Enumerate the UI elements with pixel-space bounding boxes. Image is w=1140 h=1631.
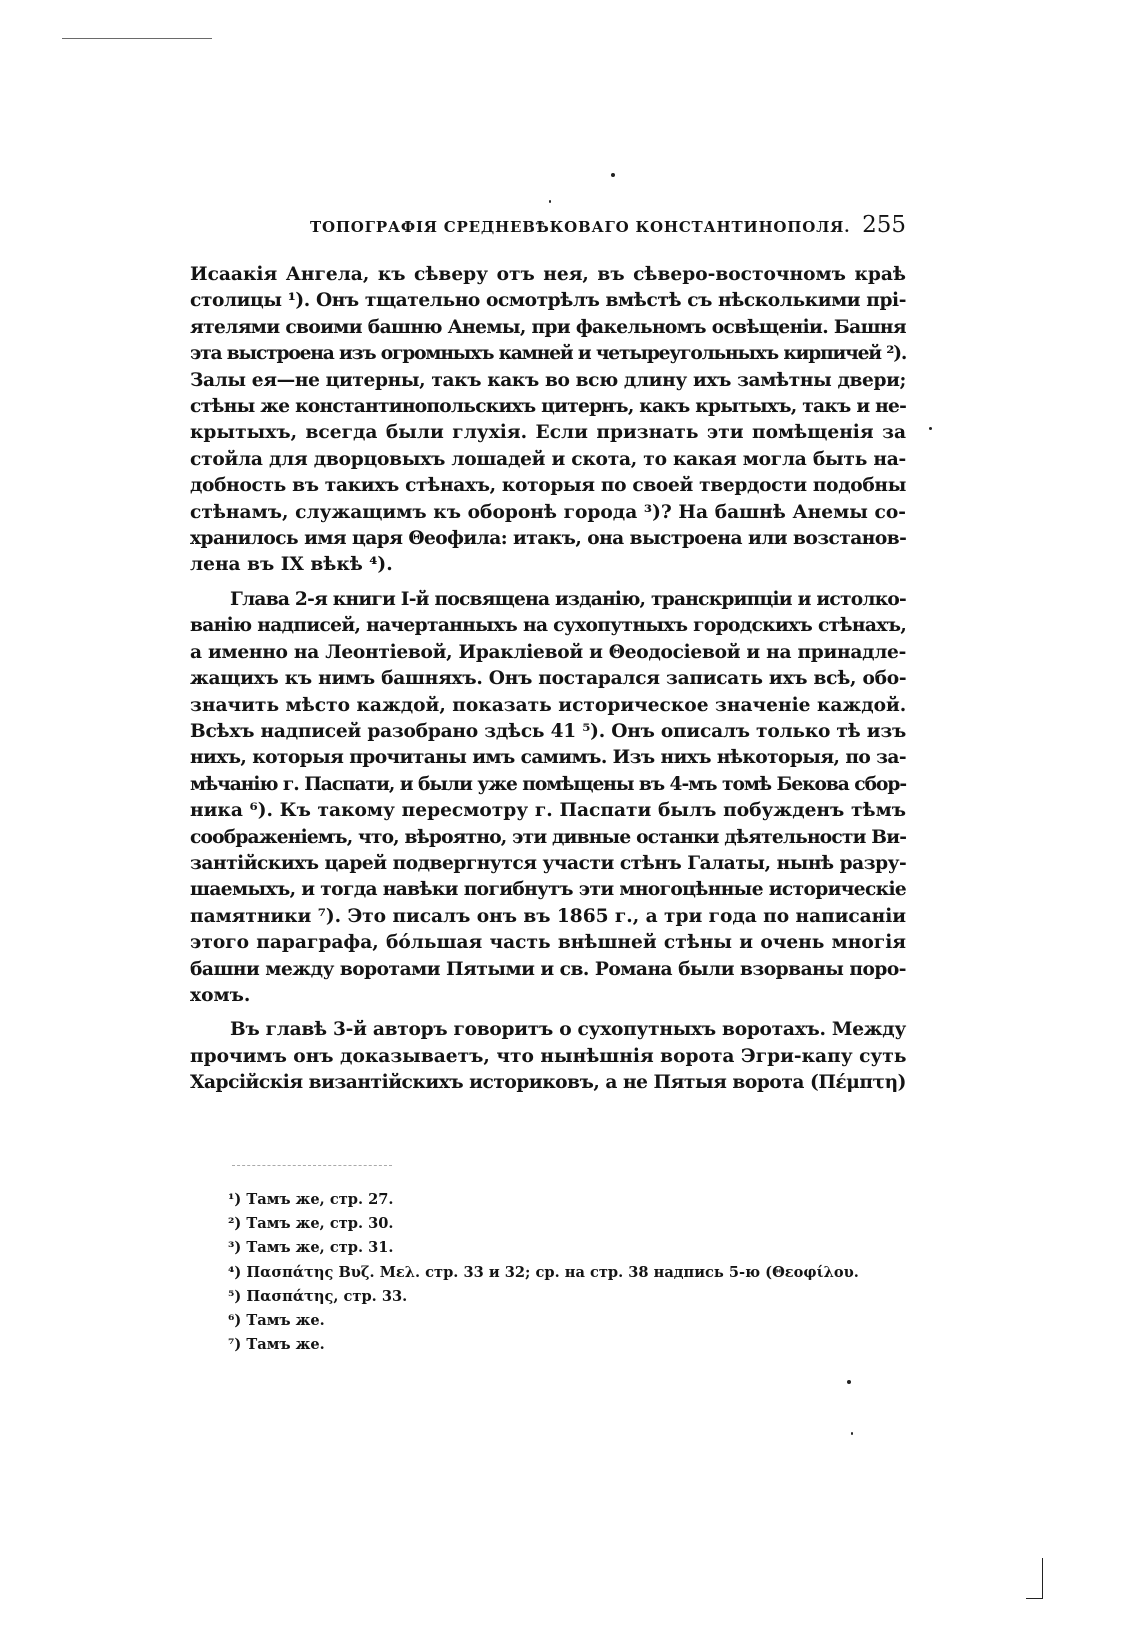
- text-line: Всѣхъ надписей разобрано здѣсь 41 ⁵). Онъ описалъ только тѣ изъ: [190, 720, 906, 742]
- ink-speck: [929, 427, 932, 430]
- text-line: ятелями своими башню Анемы, при факельномъ освѣщеніи. Башня: [190, 316, 907, 338]
- text-line: Харсійскія византійскихъ историковъ, а не Пятыя ворота (Πέμπτη): [190, 1072, 907, 1094]
- text-line: этого параграфа, бо́льшая часть внѣшней стѣны и очень многія: [190, 932, 906, 954]
- text-line: столицы ¹). Онъ тщательно осмотрѣлъ вмѣстѣ съ нѣсколькими прі-: [190, 290, 906, 312]
- running-head: [190, 214, 906, 248]
- text-line: ванію надписей, начертанныхъ на сухопутныхъ городскихъ стѣнахъ,: [190, 615, 907, 637]
- text-line: эта выстроена изъ огромныхъ камней и четыреугольныхъ кирпичей ²).: [190, 343, 907, 365]
- text-line: жащихъ къ нимъ башняхъ. Онъ постарался записать ихъ всѣ, обо-: [190, 668, 907, 690]
- footnote: ⁷) Тамъ же.: [228, 1336, 325, 1354]
- footnote: ¹) Тамъ же, стр. 27.: [228, 1191, 394, 1208]
- text-line: стойла для дворцовыхъ лошадей и скота, то какая могла быть на-: [190, 448, 906, 470]
- text-line: крытыхъ, всегда были глухія. Если признать эти помѣщенія за: [190, 422, 906, 444]
- text-line: стѣны же константинопольскихъ цитернъ, какъ крытыхъ, такъ и не-: [190, 396, 907, 418]
- footnote: ⁴) Πασπάτης Βυζ. Μελ. стр. 33 и 32; ср. на стр. 38 надпись 5-ю (Θεοφίλου.: [228, 1263, 859, 1281]
- text-line: значить мѣсто каждой, показать историческое значеніе каждой.: [190, 694, 907, 716]
- top-rule: [62, 38, 212, 39]
- text-line: Залы ея—не цитерны, такъ какъ во всю длину ихъ замѣтны двери;: [190, 369, 906, 391]
- text-line: башни между воротами Пятыми и св. Романа были взорваны поро-: [190, 958, 907, 980]
- text-line: а именно на Леонтіевой, Иракліевой и Θеодосіевой и на принадле-: [190, 641, 906, 663]
- text-line: ника ⁶). Къ такому пересмотру г. Паспати былъ побужденъ тѣмъ: [190, 800, 906, 822]
- ink-speck: [847, 1380, 851, 1384]
- footnotes: [228, 1188, 928, 1357]
- text-line: зантійскихъ царей подвергнутся участи стѣнъ Галаты, нынѣ разру-: [190, 852, 907, 874]
- text-line: прочимъ онъ доказываетъ, что нынѣшнія ворота Эгри-капу суть: [190, 1045, 907, 1067]
- footnote: ⁵) Πασπάτης, стр. 33.: [228, 1287, 408, 1305]
- text-line: хомъ.: [190, 984, 251, 1006]
- footnote: ²) Тамъ же, стр. 30.: [228, 1215, 394, 1233]
- running-head-title: ТОПОГРАФІЯ СРЕДНЕВѢКОВАГО КОНСТАНТИНОПОЛЯ.: [310, 218, 851, 236]
- text-line: Въ главѣ 3-й авторъ говоритъ о сухопутныхъ воротахъ. Между: [230, 1019, 906, 1041]
- text-line: лена въ IX вѣкѣ ⁴).: [190, 554, 393, 576]
- page-number: 255: [862, 212, 906, 238]
- text-line: мѣчанію г. Паспати, и были уже помѣщены въ 4-мъ томѣ Бекова сбор-: [190, 773, 906, 795]
- text-line: памятники ⁷). Это писалъ онъ въ 1865 г., а три года по написаніи: [190, 905, 906, 927]
- footnote-separator: [232, 1165, 392, 1166]
- text-line: стѣнамъ, служащимъ къ оборонѣ города ³)? На башнѣ Анемы со-: [190, 501, 906, 523]
- ink-speck: [851, 1432, 853, 1435]
- text-line: Глава 2-я книги I-й посвящена изданію, транскрипціи и истолко-: [230, 588, 906, 610]
- text-line: шаемыхъ, и тогда навѣки погибнутъ эти многоцѣнные историческіе: [190, 879, 907, 901]
- ink-speck: [549, 200, 551, 203]
- text-line: добность въ такихъ стѣнахъ, которыя по своей твердости подобны: [190, 475, 906, 497]
- footnote: ³) Тамъ же, стр. 31.: [228, 1239, 394, 1257]
- text-line: соображеніемъ, что, вѣроятно, эти дивные останки дѣятельности Ви-: [190, 826, 907, 848]
- footnote: ⁶) Тамъ же.: [228, 1312, 325, 1330]
- text-line: Исаакія Ангела, къ сѣверу отъ нея, въ сѣверо-восточномъ краѣ: [190, 264, 906, 285]
- text-line: нихъ, которыя прочитаны имъ самимъ. Изъ нихъ нѣкоторыя, по за-: [190, 747, 906, 769]
- text-line: хранилось имя царя Θеофила: итакъ, она выстроена или возстанов-: [190, 528, 907, 550]
- ink-speck: [611, 173, 615, 177]
- body-text: [190, 262, 906, 1097]
- crop-mark: [1026, 1558, 1043, 1599]
